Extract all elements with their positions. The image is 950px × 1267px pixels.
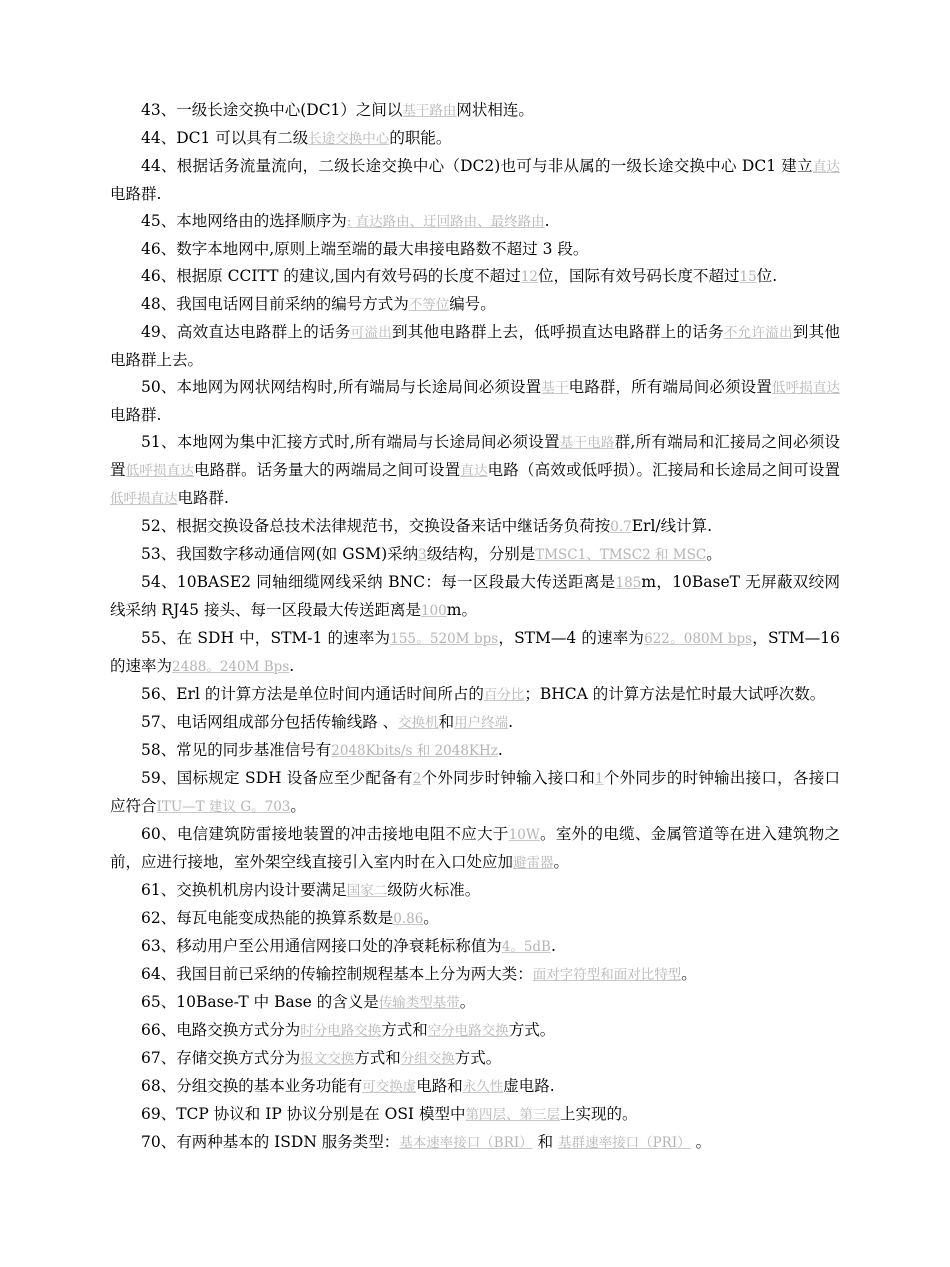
answer-blank: 不等位 xyxy=(408,297,450,313)
answer-blank: 622。080M bps xyxy=(644,631,753,647)
question-text: 位，国际有效号码长度不超过 xyxy=(538,267,740,285)
answer-blank: 0.7 xyxy=(610,519,632,535)
question-text: 52、根据交换设备总技术法律规范书，交换设备来话中继话务负荷按 xyxy=(141,517,611,535)
question-paragraph xyxy=(110,625,840,681)
answer-blank: 基干 xyxy=(541,380,569,396)
question-paragraph xyxy=(110,541,840,569)
question-paragraph xyxy=(110,319,840,374)
answer-blank: 低呼损直达 xyxy=(125,463,194,479)
answer-blank: 用户终端 xyxy=(454,715,509,731)
question-text: Erl/线计算. xyxy=(631,517,713,535)
answer-blank: 交换机 xyxy=(398,715,439,731)
answer-blank: 可交换虚 xyxy=(362,1079,417,1095)
question-text: 。室外的电缆、金属管道等在进入建筑物之前，应进行接地，室外架空线直接引入室内时在入口处应加 xyxy=(110,825,840,871)
answer-blank: 时分电路交换 xyxy=(300,1023,382,1039)
question-text: 。 xyxy=(690,1133,712,1151)
answer-blank: 空分电路交换 xyxy=(427,1023,509,1039)
question-text: . xyxy=(497,741,503,759)
answer-blank: 百分比 xyxy=(483,687,525,703)
answer-blank: 12 xyxy=(520,269,538,285)
question-text: 61、交换机机房内设计要满足 xyxy=(141,881,347,899)
answer-blank: 面对字符型和面对比特型 xyxy=(532,967,682,983)
question-text: 的职能。 xyxy=(389,129,452,147)
question-text: 和 xyxy=(532,1133,559,1151)
question-text: 56、Erl 的计算方法是单位时间内通话时间所占的 xyxy=(141,685,484,703)
question-text: 到其他电路群上去，低呼损直达电路群上的话务 xyxy=(392,323,724,341)
answer-blank: 10W xyxy=(508,827,540,843)
answer-blank: 2488。240M Bps xyxy=(172,659,290,675)
question-text: 电路群，所有端局间必须设置 xyxy=(568,378,772,396)
answer-blank: 分组交换 xyxy=(400,1051,455,1067)
answer-blank: 传输类型基带 xyxy=(378,995,460,1011)
answer-blank: 0.86 xyxy=(393,911,424,927)
question-text: 到其他电路群上去。 xyxy=(110,323,840,369)
question-text: 51、本地网为集中汇接方式时,所有端局与长途局间必须设置 xyxy=(141,433,560,451)
question-paragraph xyxy=(110,263,840,291)
answer-blank: 3 xyxy=(418,547,427,563)
question-text: 和 xyxy=(438,713,455,731)
answer-blank: 可溢出 xyxy=(350,325,393,341)
answer-blank: 15 xyxy=(739,269,757,285)
question-text: 电路群. xyxy=(110,406,162,424)
question-text: 。 xyxy=(290,797,306,815)
answer-blank: 基群速率接口（PRI） xyxy=(558,1135,691,1151)
question-text: 49、高效直达电路群上的话务 xyxy=(141,323,351,341)
question-text: . xyxy=(289,657,295,675)
question-text: 级结构，分别是 xyxy=(426,545,536,563)
answer-blank: : 直达路由、迂回路由、最终路由 xyxy=(346,214,545,230)
question-text: 59、国标规定 SDH 设备应至少配备有 xyxy=(141,769,413,787)
answer-blank: TMSC1、TMSC2 和 MSC xyxy=(535,547,707,563)
question-paragraph xyxy=(110,125,840,153)
question-text: 。 xyxy=(553,853,570,871)
question-text: 。 xyxy=(459,993,476,1011)
answer-blank: 2 xyxy=(412,771,422,787)
question-paragraph xyxy=(110,681,840,709)
question-text: 方式和 xyxy=(354,1049,401,1067)
answer-blank: 报文交换 xyxy=(300,1051,355,1067)
question-text: 64、我国目前已采纳的传输控制规程基本上分为两大类： xyxy=(141,965,533,983)
question-text: 55、在 SDH 中，STM-1 的速率为 xyxy=(141,629,391,647)
question-text: 63、移动用户至公用通信网接口处的净衰耗标称值为 xyxy=(141,937,502,955)
answer-blank: 国家二 xyxy=(346,883,388,899)
question-paragraph xyxy=(110,236,840,263)
question-text: 58、常见的同步基准信号有 xyxy=(141,741,332,759)
answer-blank: 1 xyxy=(594,771,604,787)
answer-blank: 第四层、第三层 xyxy=(465,1107,560,1123)
question-paragraph xyxy=(110,291,840,319)
question-text: 上实现的。 xyxy=(560,1105,638,1123)
question-text: 电路（高效或低呼损）。汇接局和长途局之间可设置 xyxy=(487,461,840,479)
answer-blank: 不允许溢出 xyxy=(723,325,793,341)
question-text: . xyxy=(544,212,550,230)
question-text: 电路群. xyxy=(177,489,229,507)
question-text: . xyxy=(550,937,556,955)
question-text: 50、本地网为网状网结构时,所有端局与长途局间必须设置 xyxy=(141,378,542,396)
question-text: 48、我国电话网目前采纳的编号方式为 xyxy=(141,295,409,313)
question-text: 方式和 xyxy=(381,1021,428,1039)
question-text: 群,所有端局和汇接局之间必须设置 xyxy=(110,433,841,479)
question-paragraph xyxy=(110,737,840,765)
question-text: 个外同步时钟输入接口和 xyxy=(421,769,595,787)
question-text: 44、根据话务流量流向，二级长途交换中心（DC2)也可与非从属的一级长途交换中心 DC1 建立 xyxy=(141,157,813,175)
question-paragraph xyxy=(110,1101,840,1129)
answer-blank: 185 xyxy=(615,575,642,591)
question-paragraph xyxy=(110,429,840,513)
answer-blank: 低呼损直达 xyxy=(771,380,840,396)
question-text: 。 xyxy=(809,685,826,703)
question-text: 46、数字本地网中,原则上端至端的最大串接电路数不超过 3 段。 xyxy=(141,240,589,258)
question-text: 网状相连。 xyxy=(456,101,534,119)
question-text: ，STM—4 的速率为 xyxy=(498,629,645,647)
question-text: 54、10BASE2 同轴细缆网线采纳 BNC：每一区段最大传送距离是 xyxy=(141,573,616,591)
question-text: 编号。 xyxy=(449,295,496,313)
question-paragraph xyxy=(110,208,840,236)
answer-blank: 100 xyxy=(420,603,447,619)
question-text: 53、我国数字移动通信网(如 GSM)采纳 xyxy=(141,545,419,563)
question-text: m。 xyxy=(446,601,477,619)
question-text: 。 xyxy=(681,965,697,983)
answer-blank: 直达 xyxy=(460,463,488,479)
question-paragraph xyxy=(110,97,840,125)
answer-blank: 2048Kbits/s 和 2048KHz xyxy=(331,743,498,759)
question-paragraph xyxy=(110,905,840,933)
answer-blank: 直达 xyxy=(812,159,840,175)
question-paragraph xyxy=(110,153,840,208)
answer-blank: 4。5dB xyxy=(501,939,551,955)
question-text: 电路和 xyxy=(416,1077,463,1095)
question-paragraph xyxy=(110,821,840,877)
question-paragraph xyxy=(110,1073,840,1101)
question-text: 57、电话网组成部分包括传输线路 、 xyxy=(141,713,399,731)
question-text: 69、TCP 协议和 IP 协议分别是在 OSI 模型中 xyxy=(141,1105,466,1123)
question-paragraph xyxy=(110,877,840,905)
answer-blank: 避雷器 xyxy=(513,855,554,871)
question-text: 70、有两种基本的 ISDN 服务类型： xyxy=(141,1133,400,1151)
question-text: 方式。 xyxy=(454,1049,502,1067)
question-text: 46、根据原 CCITT 的建议,国内有效号码的长度不超过 xyxy=(141,267,521,285)
question-text: 60、电信建筑防雷接地装置的冲击接地电阻不应大于 xyxy=(141,825,509,843)
question-text: ；BHCA 的计算方法是忙时最大试呼次数 xyxy=(524,685,810,703)
answer-blank: 基干电路 xyxy=(559,435,615,451)
question-text: 67、存储交换方式分为 xyxy=(141,1049,301,1067)
question-text: . xyxy=(508,713,514,731)
answer-blank: 基本速率接口（BRI） xyxy=(399,1135,533,1151)
answer-blank: 155。520M bps xyxy=(390,631,499,647)
question-paragraph xyxy=(110,1045,840,1073)
answer-blank: ITU—T 建议 G。703 xyxy=(156,799,291,815)
question-text: 68、分组交换的基本业务功能有 xyxy=(141,1077,363,1095)
answer-blank: 永久性 xyxy=(462,1079,504,1095)
question-text: 个外同步的时钟输出接口，各接口应符合 xyxy=(110,769,840,815)
question-paragraph xyxy=(110,765,840,821)
question-text: m，10BaseT 无屏蔽双绞网线采纳 RJ45 接头、每一区段最大传送距离是 xyxy=(110,573,840,619)
question-paragraph xyxy=(110,961,840,989)
question-paragraph xyxy=(110,1129,840,1157)
question-text: 电路群. xyxy=(110,185,162,203)
question-text: 位. xyxy=(756,267,778,285)
question-paragraph xyxy=(110,569,840,625)
question-text: 44、DC1 可以具有二级 xyxy=(141,129,309,147)
question-paragraph xyxy=(110,989,840,1017)
question-text: 65、10Base-T 中 Base 的含义是 xyxy=(141,993,379,1011)
question-text: 45、本地网络由的选择顺序为 xyxy=(141,212,347,230)
question-paragraph xyxy=(110,933,840,961)
answer-blank: 基干路由 xyxy=(402,103,457,119)
document-page xyxy=(110,97,840,1157)
question-paragraph xyxy=(110,709,840,737)
question-paragraph xyxy=(110,374,840,429)
question-paragraph xyxy=(110,1017,840,1045)
question-text: 。 xyxy=(706,545,722,563)
question-text: 方式。 xyxy=(508,1021,556,1039)
question-text: 级防火标准。 xyxy=(387,881,481,899)
question-text: 。 xyxy=(423,909,439,927)
question-paragraph xyxy=(110,513,840,541)
answer-blank: 低呼损直达 xyxy=(110,491,178,507)
question-text: 虚电路. xyxy=(503,1077,555,1095)
question-text: 43、一级长途交换中心(DC1）之间以 xyxy=(141,101,403,119)
answer-blank: 长途交换中心 xyxy=(308,131,390,147)
question-text: ，STM—16 的速率为 xyxy=(110,629,840,675)
question-text: 66、电路交换方式分为 xyxy=(141,1021,301,1039)
question-text: 电路群。话务量大的两端局之间可设置 xyxy=(194,461,461,479)
question-text: 62、每瓦电能变成热能的换算系数是 xyxy=(141,909,394,927)
